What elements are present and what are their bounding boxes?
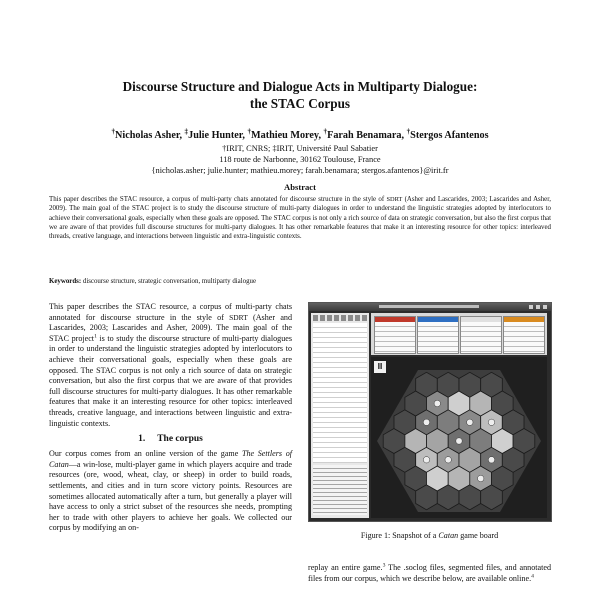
corpus-paragraph [49,449,292,534]
affiliation-institutes: †IRIT, CNRS; ‡IRIT, Université Paul Sabatier [222,144,378,153]
player-color [418,317,458,322]
author-name: Nicholas Asher [115,130,180,141]
abstract-part: This paper describes the STAC resource, a corpus of multi-party chats annotated for discourse structure in the style of [49,196,387,203]
intro-part: This paper describes the STAC resource, a corpus of multi-party chats annotated for discourse structure in the style of [49,302,292,322]
intro-paragraph [49,302,292,429]
right-column [308,563,551,584]
sdrt-term: SDRT [386,196,403,203]
author-name: Farah Benamara [327,130,402,141]
player-panel [503,316,545,354]
player-panels [371,313,547,355]
author-mark: † [323,127,328,136]
intro-part: is to study the discourse structure of multi-party dialogues in order to understand the linguistic strategies adopted by interlocutors to achieve their conversational goals, especially when these goals are opposed. The STAC corpus is not only a rich source of data on strategic conversation, but also the first corpus that we are aware of that provides full discourse structures for multi-party dialogues. It has other remarkable features that make it an interesting resource for other topics: interleaved threads, creative language, and interactions between linguistic and extra-linguistic contexts. [49,333,292,428]
game-log [313,323,367,463]
author-name: Julie Hunter [188,130,243,141]
author-name: Mathieu Morey [251,130,319,141]
player-panel [417,316,459,354]
player-color [375,317,415,322]
title-line-1: Discourse Structure and Dialogue Acts in Multiparty Dialogue: [122,79,478,94]
corpus-part: Our corpus comes from an online version of the game [49,449,242,459]
number-token [467,419,473,425]
player-color [504,317,544,322]
author-mark: † [247,127,251,136]
figure-caption [308,531,551,541]
caption-part: Figure 1: Snapshot of a [360,531,439,540]
chat-box [313,465,367,515]
player-color [461,317,501,322]
affiliation-emails: {nicholas.asher; julie.hunter; mathieu.morey; farah.benamara; stergos.afantenos}@irit.fr [151,166,449,175]
corpus-part: —a win-lose, multi-player game in which players acquire and trade resources (ore, wood, wheat, clay, or sheep) in order to build roads, settlements, and cities and in turn score victory points. Resources are sometimes allocated automatically after a turn, but generally a player will have access to only a strict subset of the resources she needs, prompting her to trade with other players to achieve her goals. We collected our corpus by modifying an on- [49,459,292,533]
paper-title [60,78,540,112]
hex-board [371,357,547,518]
window-title-text [379,305,479,308]
title-line-2: the STAC Corpus [249,96,351,111]
right-paragraph [308,563,551,584]
footnote-ref[interactable]: 4 [531,572,534,579]
keywords-text: discourse structure, strategic conversation, multiparty dialogue [81,278,257,285]
player-panel [460,316,502,354]
left-column [49,302,292,538]
player-panel [374,316,416,354]
number-token [434,400,440,406]
window-controls [529,305,547,309]
abstract-heading: Abstract [284,182,316,192]
footnote-ref[interactable]: 3 [382,562,386,569]
turn-marker: II [374,361,386,373]
right-part: replay an entire game. [308,563,383,572]
intro-part: (Asher and Lascarides, 2003; Lascarides and Asher, 2009). The main goal of the STAC project [49,312,293,343]
abstract-text [49,195,551,241]
number-token [478,475,484,481]
catan-board-figure [308,302,552,522]
author-name: Stergos Afantenos [410,130,489,141]
keywords-label: Keywords: [49,278,82,285]
author-mark: † [406,127,411,136]
number-token [423,419,429,425]
affiliations [40,143,560,176]
section-title: The corpus [157,434,203,445]
caption-game: Catan [438,531,459,540]
number-token [488,457,494,463]
author-mark: † [111,127,115,136]
section-number: 1. [138,434,146,445]
author-list: †Nicholas Asher, ‡Julie Hunter, †Mathieu Morey, †Farah Benamara, †Stergos Afantenos [111,127,489,141]
game-title: The Settlers of Catan [49,449,292,469]
sdrt-term: SDRT [229,312,248,322]
number-token [423,457,429,463]
number-token [456,438,462,444]
right-part: The .soclog files, segmented files, and annotated files from our corpus, which we describe below, are available online. [308,563,551,583]
number-token [445,457,451,463]
footnote-ref[interactable]: 1 [94,333,97,340]
hex-board-svg [371,357,547,518]
author-mark: ‡ [184,127,189,136]
affiliation-address: 118 route de Narbonne, 30162 Toulouse, France [219,155,381,164]
caption-part: game board [458,531,499,540]
side-toolbar [313,315,367,321]
section-heading [49,433,292,446]
game-side-panel [311,313,369,518]
number-token [488,419,494,425]
keywords [49,277,551,286]
window-titlebar [309,303,551,311]
abstract-part: (Asher and Lascarides, 2003; Lascarides and Asher, 2009). The main goal of the STAC project is to study the discourse structure of multi-party dialogues in order to understand the linguistic strategies adopted by interlocutors to achieve their conversational goals, especially when these goals are opposed. The STAC corpus is not only a rich source of data on strategic conversation, but also the first corpus that we are aware of that provides full discourse structures for multi-party dialogues. It has other remarkable features that make it an interesting resource for other topics: interleaved threads, creative language, and interactions between linguistic and extra-linguistic contexts. [49,196,551,241]
